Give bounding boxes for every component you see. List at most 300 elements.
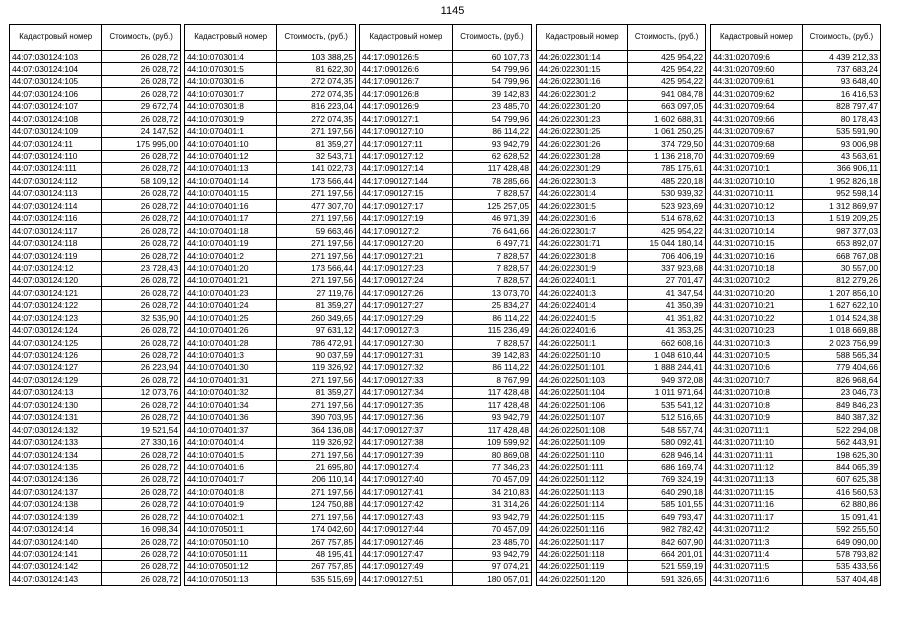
cost-cell: 141 022,73 — [277, 162, 356, 174]
table-row — [360, 337, 532, 349]
table-row — [10, 51, 181, 63]
cadastral-number-cell: 44:10:070401:31 — [185, 374, 277, 386]
register-table-5 — [710, 24, 881, 586]
cadastral-number-cell: 44:31:020711:4 — [711, 548, 803, 560]
cadastral-number-cell: 44:10:070401:16 — [185, 200, 277, 212]
cost-cell: 535 515,69 — [277, 573, 356, 585]
table-row — [10, 386, 181, 398]
cadastral-number-cell: 44:17:090127:26 — [360, 287, 453, 299]
cadastral-number-cell: 44:31:020710:20 — [711, 287, 803, 299]
cost-cell: 97 631,12 — [277, 324, 356, 336]
table-row — [185, 212, 356, 224]
cost-cell: 535 541,12 — [628, 399, 706, 411]
table-row — [10, 75, 181, 87]
cost-cell: 41 351,82 — [628, 312, 706, 324]
cost-cell: 41 350,39 — [628, 299, 706, 311]
cost-cell: 32 543,71 — [277, 150, 356, 162]
cadastral-number-cell: 44:07:030124:129 — [10, 374, 102, 386]
table-row — [711, 63, 881, 75]
cadastral-number-cell: 44:10:070401:9 — [185, 498, 277, 510]
cost-cell: 840 387,32 — [802, 411, 880, 423]
cost-cell: 649 090,00 — [802, 536, 880, 548]
cadastral-number-cell: 44:07:030124:108 — [10, 113, 102, 125]
table-row — [185, 449, 356, 461]
cadastral-number-cell: 44:17:090127:27 — [360, 299, 453, 311]
cadastral-number-cell: 44:31:020709:68 — [711, 138, 803, 150]
cadastral-number-cell: 44:17:090127:31 — [360, 349, 453, 361]
cost-cell: 591 326,65 — [628, 573, 706, 585]
cost-cell: 7 828,57 — [452, 250, 531, 262]
cadastral-number-cell: 44:07:030124:127 — [10, 361, 102, 373]
cost-cell: 1 602 688,31 — [628, 113, 706, 125]
table-row — [185, 113, 356, 125]
table-row — [10, 88, 181, 100]
cost-cell: 81 622,30 — [277, 63, 356, 75]
cost-cell: 124 750,88 — [277, 498, 356, 510]
cost-cell: 952 598,14 — [802, 187, 880, 199]
cadastral-number-cell: 44:10:070401:17 — [185, 212, 277, 224]
cadastral-number-cell: 44:17:090127:3 — [360, 324, 453, 336]
cost-cell: 562 443,91 — [802, 436, 880, 448]
table-row — [537, 548, 706, 560]
table-row — [360, 138, 532, 150]
cost-cell: 260 349,65 — [277, 312, 356, 324]
table-row — [360, 374, 532, 386]
cadastral-number-cell: 44:10:070301:7 — [185, 88, 277, 100]
cost-header: Стоимость, (руб.) — [277, 25, 356, 51]
table-row — [537, 113, 706, 125]
cost-cell: 628 946,14 — [628, 449, 706, 461]
cost-cell: 119 326,92 — [277, 361, 356, 373]
cost-cell: 70 457,09 — [452, 473, 531, 485]
table-row — [360, 536, 532, 548]
cost-cell: 12 073,76 — [102, 386, 181, 398]
table-row — [360, 100, 532, 112]
cost-cell: 1 061 250,25 — [628, 125, 706, 137]
cadastral-number-cell: 44:07:030124:11 — [10, 138, 102, 150]
cost-cell: 521 559,19 — [628, 560, 706, 572]
cost-cell: 26 028,72 — [102, 560, 181, 572]
cost-cell: 523 923,69 — [628, 200, 706, 212]
cost-cell: 26 028,72 — [102, 548, 181, 560]
cost-cell: 26 028,72 — [102, 536, 181, 548]
cadastral-number-cell: 44:07:030124:138 — [10, 498, 102, 510]
cadastral-number-cell: 44:17:090127:36 — [360, 411, 453, 423]
table-row — [10, 523, 181, 535]
cadastral-number-cell: 44:17:090127:38 — [360, 436, 453, 448]
cost-cell: 1 011 971,64 — [628, 386, 706, 398]
cost-cell: 588 565,34 — [802, 349, 880, 361]
cost-cell: 4 439 212,33 — [802, 51, 880, 63]
cost-cell: 70 457,09 — [452, 523, 531, 535]
cost-cell: 180 057,01 — [452, 573, 531, 585]
table-row — [10, 361, 181, 373]
cost-cell: 125 257,05 — [452, 200, 531, 212]
cost-cell: 812 279,26 — [802, 274, 880, 286]
cadastral-number-cell: 44:26:022301:29 — [537, 162, 628, 174]
cost-cell: 271 197,56 — [277, 486, 356, 498]
cadastral-number-cell: 44:07:030124:121 — [10, 287, 102, 299]
cost-cell: 93 942,79 — [452, 548, 531, 560]
cadastral-number-cell: 44:10:070301:9 — [185, 113, 277, 125]
cost-cell: 26 028,72 — [102, 461, 181, 473]
table-row — [10, 498, 181, 510]
table-row — [711, 299, 881, 311]
cadastral-number-cell: 44:17:090126:7 — [360, 75, 453, 87]
cost-cell: 512 516,65 — [628, 411, 706, 423]
cost-cell: 987 377,03 — [802, 225, 880, 237]
cadastral-number-cell: 44:26:022301:6 — [537, 212, 628, 224]
cost-cell: 23 728,43 — [102, 262, 181, 274]
cadastral-number-cell: 44:17:090127:1 — [360, 113, 453, 125]
table-row — [185, 337, 356, 349]
cadastral-number-cell: 44:17:090126:6 — [360, 63, 453, 75]
table-row — [10, 461, 181, 473]
table-row — [711, 349, 881, 361]
cadastral-number-cell: 44:17:090127:32 — [360, 361, 453, 373]
cadastral-number-cell: 44:26:022501:1 — [537, 337, 628, 349]
cadastral-number-cell: 44:17:090127:47 — [360, 548, 453, 560]
cadastral-number-cell: 44:07:030124:105 — [10, 75, 102, 87]
cadastral-number-cell: 44:10:070401:23 — [185, 287, 277, 299]
table-row — [711, 200, 881, 212]
table-row — [185, 436, 356, 448]
cadastral-number-cell: 44:17:090127:2 — [360, 225, 453, 237]
table-row — [537, 424, 706, 436]
table-row — [360, 573, 532, 585]
cost-cell: 653 892,07 — [802, 237, 880, 249]
register-table-3 — [359, 24, 532, 586]
table-row — [537, 63, 706, 75]
cadastral-number-cell: 44:31:020711:13 — [711, 473, 803, 485]
cadastral-number-cell: 44:07:030124:118 — [10, 237, 102, 249]
table-row — [360, 461, 532, 473]
cost-cell: 93 942,79 — [452, 411, 531, 423]
cost-cell: 103 388,25 — [277, 51, 356, 63]
table-row — [185, 75, 356, 87]
cost-cell: 62 628,52 — [452, 150, 531, 162]
cadastral-number-cell: 44:26:022301:8 — [537, 250, 628, 262]
table-row — [360, 312, 532, 324]
cost-cell: 34 210,83 — [452, 486, 531, 498]
table-row — [360, 299, 532, 311]
table-row — [711, 486, 881, 498]
cadastral-number-cell: 44:31:020711:10 — [711, 436, 803, 448]
table-row — [185, 573, 356, 585]
table-row — [537, 449, 706, 461]
cost-cell: 115 236,49 — [452, 324, 531, 336]
table-row — [711, 187, 881, 199]
cadastral-number-cell: 44:31:020711:6 — [711, 573, 803, 585]
cost-cell: 364 136,08 — [277, 424, 356, 436]
cost-cell: 86 114,22 — [452, 125, 531, 137]
table-row — [711, 411, 881, 423]
cost-cell: 1 627 622,10 — [802, 299, 880, 311]
table-row — [10, 536, 181, 548]
table-row — [360, 162, 532, 174]
table-row — [10, 150, 181, 162]
cost-cell: 8 767,99 — [452, 374, 531, 386]
cadastral-number-cell: 44:10:070401:18 — [185, 225, 277, 237]
table-row — [711, 75, 881, 87]
table-row — [10, 212, 181, 224]
cost-cell: 1 519 209,25 — [802, 212, 880, 224]
cadastral-number-cell: 44:17:090127:15 — [360, 187, 453, 199]
cost-cell: 26 028,72 — [102, 486, 181, 498]
cadastral-number-cell: 44:17:090127:17 — [360, 200, 453, 212]
table-row — [10, 200, 181, 212]
cadastral-number-header: Кадастровый номер — [711, 25, 803, 51]
cadastral-number-cell: 44:17:090127:10 — [360, 125, 453, 137]
cost-cell: 425 954,22 — [628, 225, 706, 237]
cadastral-number-cell: 44:17:090127:11 — [360, 138, 453, 150]
cost-cell: 81 359,27 — [277, 138, 356, 150]
cost-cell: 90 037,59 — [277, 349, 356, 361]
cost-cell: 26 028,72 — [102, 225, 181, 237]
cadastral-number-cell: 44:31:020709:6 — [711, 51, 803, 63]
cost-cell: 86 114,22 — [452, 361, 531, 373]
cadastral-number-cell: 44:17:090127:23 — [360, 262, 453, 274]
cadastral-number-cell: 44:26:022301:23 — [537, 113, 628, 125]
cadastral-number-cell: 44:31:020710:12 — [711, 200, 803, 212]
cost-cell: 93 006,98 — [802, 138, 880, 150]
cost-cell: 81 359,27 — [277, 299, 356, 311]
cadastral-number-cell: 44:31:020709:62 — [711, 88, 803, 100]
table-row — [185, 560, 356, 572]
cadastral-number-cell: 44:17:090127:44 — [360, 523, 453, 535]
table-row — [185, 63, 356, 75]
cost-cell: 15 044 180,14 — [628, 237, 706, 249]
cost-cell: 26 028,72 — [102, 274, 181, 286]
table-row — [10, 175, 181, 187]
cadastral-number-cell: 44:31:020710:2 — [711, 274, 803, 286]
cost-cell: 206 110,14 — [277, 473, 356, 485]
cost-cell: 26 028,72 — [102, 51, 181, 63]
table-row — [360, 51, 532, 63]
table-row — [711, 312, 881, 324]
cost-cell: 271 197,56 — [277, 250, 356, 262]
table-row — [360, 237, 532, 249]
cadastral-number-cell: 44:31:020710:14 — [711, 225, 803, 237]
cost-cell: 27 119,76 — [277, 287, 356, 299]
table-row — [10, 138, 181, 150]
table-row — [10, 262, 181, 274]
cost-cell: 537 404,48 — [802, 573, 880, 585]
table-row — [10, 349, 181, 361]
cost-cell: 737 683,24 — [802, 63, 880, 75]
table-row — [711, 337, 881, 349]
table-row — [360, 187, 532, 199]
table-row — [10, 411, 181, 423]
cadastral-number-cell: 44:07:030124:104 — [10, 63, 102, 75]
table-row — [537, 262, 706, 274]
table-row — [711, 498, 881, 510]
table-row — [185, 399, 356, 411]
table-row — [537, 312, 706, 324]
cadastral-number-cell: 44:26:022301:7 — [537, 225, 628, 237]
cost-cell: 109 599,92 — [452, 436, 531, 448]
table-row — [711, 150, 881, 162]
cost-cell: 26 028,72 — [102, 349, 181, 361]
register-table-4 — [536, 24, 706, 586]
cost-cell: 1 048 610,44 — [628, 349, 706, 361]
table-row — [360, 473, 532, 485]
table-row — [185, 100, 356, 112]
cost-cell: 416 560,53 — [802, 486, 880, 498]
cadastral-number-cell: 44:10:070401:8 — [185, 486, 277, 498]
cost-cell: 26 028,72 — [102, 75, 181, 87]
cost-cell: 578 793,82 — [802, 548, 880, 560]
cost-cell: 271 197,56 — [277, 237, 356, 249]
cadastral-number-cell: 44:31:020710:13 — [711, 212, 803, 224]
table-row — [185, 225, 356, 237]
cadastral-number-cell: 44:26:022301:28 — [537, 150, 628, 162]
cadastral-number-cell: 44:10:070501:13 — [185, 573, 277, 585]
table-row — [537, 473, 706, 485]
table-row — [711, 461, 881, 473]
cadastral-number-header: Кадастровый номер — [10, 25, 102, 51]
cadastral-number-cell: 44:17:090127:37 — [360, 424, 453, 436]
cost-cell: 1 014 524,38 — [802, 312, 880, 324]
cost-cell: 686 169,74 — [628, 461, 706, 473]
cadastral-number-cell: 44:17:090127:30 — [360, 337, 453, 349]
table-row — [711, 250, 881, 262]
cost-header: Стоимость, (руб.) — [452, 25, 531, 51]
cost-cell: 535 433,56 — [802, 560, 880, 572]
table-row — [711, 225, 881, 237]
table-row — [711, 473, 881, 485]
table-row — [537, 337, 706, 349]
table-row — [185, 411, 356, 423]
table-row — [537, 573, 706, 585]
table-row — [185, 150, 356, 162]
cost-cell: 271 197,56 — [277, 187, 356, 199]
cost-cell: 663 097,05 — [628, 100, 706, 112]
cost-cell: 26 028,72 — [102, 573, 181, 585]
cadastral-number-cell: 44:07:030124:106 — [10, 88, 102, 100]
table-row — [537, 411, 706, 423]
table-row — [537, 100, 706, 112]
table-row — [360, 150, 532, 162]
table-row — [711, 212, 881, 224]
cadastral-number-cell: 44:10:070301:8 — [185, 100, 277, 112]
cadastral-number-cell: 44:26:022501:110 — [537, 449, 628, 461]
table-row — [360, 274, 532, 286]
table-row — [711, 100, 881, 112]
cost-cell: 23 485,70 — [452, 536, 531, 548]
cadastral-number-cell: 44:17:090127:41 — [360, 486, 453, 498]
table-row — [185, 349, 356, 361]
table-row — [10, 399, 181, 411]
cadastral-number-cell: 44:07:030124:133 — [10, 436, 102, 448]
cadastral-number-cell: 44:31:020711:16 — [711, 498, 803, 510]
cadastral-number-cell: 44:07:030124:116 — [10, 212, 102, 224]
table-row — [10, 337, 181, 349]
cadastral-number-cell: 44:10:070401:25 — [185, 312, 277, 324]
table-row — [537, 511, 706, 523]
table-row — [360, 262, 532, 274]
cadastral-number-cell: 44:31:020710:15 — [711, 237, 803, 249]
table-row — [537, 187, 706, 199]
cost-cell: 25 834,27 — [452, 299, 531, 311]
cost-cell: 16 098,34 — [102, 523, 181, 535]
table-row — [711, 536, 881, 548]
cost-cell: 58 109,12 — [102, 175, 181, 187]
cadastral-number-cell: 44:07:030124:141 — [10, 548, 102, 560]
table-row — [711, 274, 881, 286]
table-row — [185, 237, 356, 249]
cost-cell: 271 197,56 — [277, 374, 356, 386]
table-row — [10, 573, 181, 585]
cadastral-number-cell: 44:10:070301:4 — [185, 51, 277, 63]
table-row — [185, 424, 356, 436]
page-number: 1145 — [440, 5, 465, 17]
cadastral-number-cell: 44:07:030124:110 — [10, 150, 102, 162]
cadastral-number-cell: 44:17:090127:46 — [360, 536, 453, 548]
cadastral-number-cell: 44:10:070401:20 — [185, 262, 277, 274]
table-row — [711, 399, 881, 411]
table-row — [537, 349, 706, 361]
cadastral-number-cell: 44:26:022401:3 — [537, 287, 628, 299]
table-row — [185, 374, 356, 386]
table-row — [10, 374, 181, 386]
cost-cell: 640 290,18 — [628, 486, 706, 498]
table-row — [10, 548, 181, 560]
table-row — [185, 312, 356, 324]
cost-cell: 272 074,35 — [277, 113, 356, 125]
cadastral-number-cell: 44:17:090127:21 — [360, 250, 453, 262]
cost-cell: 54 799,96 — [452, 63, 531, 75]
cost-cell: 27 701,47 — [628, 274, 706, 286]
cadastral-number-cell: 44:31:020710:10 — [711, 175, 803, 187]
table-row — [711, 548, 881, 560]
cadastral-number-cell: 44:10:070401:36 — [185, 411, 277, 423]
cadastral-number-cell: 44:26:022301:3 — [537, 175, 628, 187]
table-row — [10, 436, 181, 448]
table-row — [537, 237, 706, 249]
table-row — [711, 573, 881, 585]
table-row — [360, 523, 532, 535]
cost-cell: 607 625,38 — [802, 473, 880, 485]
cost-cell: 585 101,55 — [628, 498, 706, 510]
cost-cell: 26 028,72 — [102, 237, 181, 249]
cadastral-number-cell: 44:31:020710:21 — [711, 299, 803, 311]
cost-cell: 769 324,19 — [628, 473, 706, 485]
cadastral-number-cell: 44:17:090127:34 — [360, 386, 453, 398]
cost-cell: 662 608,16 — [628, 337, 706, 349]
table-row — [537, 51, 706, 63]
header-row — [711, 25, 881, 51]
table-row — [10, 312, 181, 324]
cadastral-number-cell: 44:17:090127:14 — [360, 162, 453, 174]
table-row — [360, 88, 532, 100]
cost-cell: 779 404,66 — [802, 361, 880, 373]
cost-cell: 7 828,57 — [452, 187, 531, 199]
table-row — [185, 498, 356, 510]
cadastral-number-cell: 44:10:070301:6 — [185, 75, 277, 87]
cadastral-number-cell: 44:10:070401:28 — [185, 337, 277, 349]
cost-cell: 592 255,50 — [802, 523, 880, 535]
cost-cell: 485 220,18 — [628, 175, 706, 187]
cost-cell: 26 028,72 — [102, 250, 181, 262]
cost-cell: 668 767,08 — [802, 250, 880, 262]
cadastral-number-cell: 44:17:090127:19 — [360, 212, 453, 224]
table-row — [537, 150, 706, 162]
cadastral-number-cell: 44:26:022501:115 — [537, 511, 628, 523]
table-row — [10, 113, 181, 125]
cadastral-number-cell: 44:10:070401:3 — [185, 349, 277, 361]
cost-cell: 174 042,60 — [277, 523, 356, 535]
